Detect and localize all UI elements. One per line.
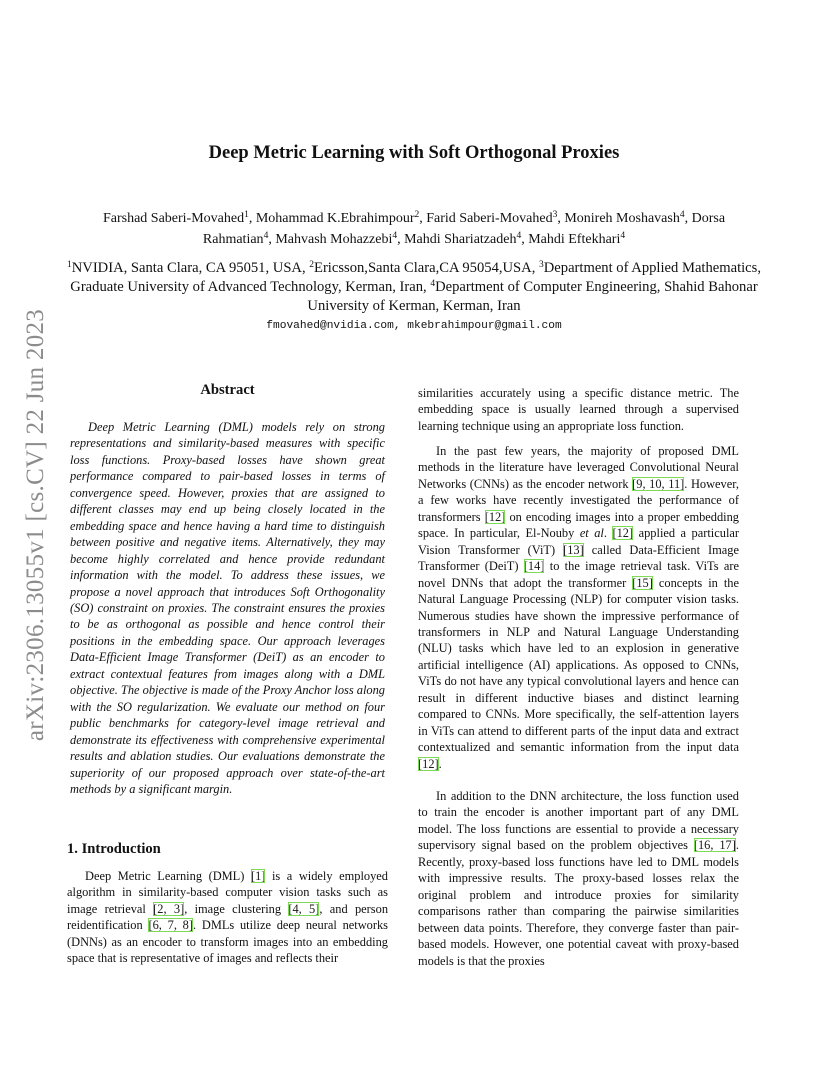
affiliations <box>66 259 762 316</box>
body-text: called Data-Efficient Image Transformer (DeiT) <box>418 542 740 574</box>
author-name: , Mohammad K.Ebrahimpour <box>248 211 415 226</box>
author-affil-mark: 3 <box>552 210 558 220</box>
author-list <box>96 208 732 250</box>
author-affil-mark: 4 <box>620 231 626 241</box>
author-affil-mark: 4 <box>263 231 269 241</box>
body-text: similarities accurately using a specific distance metric. The embedding space is usually learned through a supervised learning technique using an appropriate loss function. <box>418 386 739 433</box>
body-text: . DMLs utilize deep neural networks (DNNs) as an encoder to transform images into an embedding space that is representative of images and reflects their <box>67 918 388 966</box>
abstract-text: Deep Metric Learning (DML) models rely on strong representations and similarity-based measures with specific loss functions. Proxy-based losses have shown great performance compared to pair-based losses in terms of convergence speed. However, proxies that are assigned to different classes may end up being closely located in the embedding space and hence having a hard time to distinguish between positive and negative items. Alternatively, they may become highly correlated and hence provide redundant information with the model. To address these issues, we propose a novel approach that introduces Soft Orthogonality (SO) constraint on proxies. The constraint ensures the proxies to be as orthogonal as possible and hence control their positions in the embedding space. Our approach leverages Data-Efficient Image Transformer (DeiT) as an encoder to extract contextual features from images along with a DML objective. The objective is made of the Proxy Anchor loss along with the SO regularization. We evaluate our method on four public benchmarks for category-level image retrieval and demonstrate its effectiveness with comprehensive experimental results and ablation studies. Our evaluations demonstrate the superiority of our proposed approach over state-of-the-art methods by a significant margin. <box>70 420 385 796</box>
affil-text: Ericsson,Santa Clara,CA 95054,USA, <box>314 260 540 276</box>
author-affil-mark: 2 <box>414 210 420 220</box>
citation-link[interactable]: [9, 10, 11] <box>632 476 685 491</box>
author-name: Farshad Saberi-Movahed <box>102 211 245 226</box>
author-affil-mark: 1 <box>244 210 249 220</box>
affil-text: NVIDIA, Santa Clara, CA 95051, USA, <box>71 260 310 276</box>
affil-text: Department of Computer Engineering, Shahid Bahonar University of Kerman, Kerman, Iran <box>307 279 758 314</box>
author-emails: fmovahed@nvidia.com, mkebrahimpour@gmail.com <box>266 320 562 332</box>
body-text: In the past few years, the majority of proposed DML methods in the literature have leveraged Convolutional Neural Networks (CNNs) as the encoder network <box>418 444 739 491</box>
citation-link[interactable]: [1] <box>250 869 266 883</box>
body-text: . <box>603 526 613 541</box>
affil-mark: 4 <box>430 279 436 289</box>
author-affil-mark: 4 <box>516 231 522 241</box>
right-paragraph-2 <box>418 443 739 772</box>
intro-paragraph <box>67 868 388 967</box>
citation-link[interactable]: [2, 3] <box>153 901 185 916</box>
author-name: , Mahvash Mohazzebi <box>268 232 393 247</box>
body-text: on encoding images into a proper embedding space. In particular, El-Nouby <box>418 509 739 541</box>
body-text: concepts in the Natural Language Processing (NLP) for computer vision tasks. Numerous studies have shown the impressive performance of transformers in NLP and Natural Language Understanding (NLU) tasks which have led to an explosion in generative artificial intelligence (AI) applications. As opposed to CNNs, ViTs do not have any typical convolutional layers and hence can result in different inductive biases and distinct learning compared to CNNs. More specifically, the self-attention layers in ViTs can attend to different parts of the input data and extract contextualized and semantic information from the input data <box>418 575 739 755</box>
section-heading-introduction: 1. Introduction <box>67 841 161 857</box>
citation-link[interactable]: [14] <box>523 559 545 574</box>
citation-link[interactable]: [4, 5] <box>288 901 320 916</box>
body-text: In addition to the DNN architecture, the loss function used to train the encoder is another important part of any DML model. The loss functions are essential to provide a necessary supervisory signal based on the problem objectives <box>418 789 739 853</box>
author-affil-mark: 4 <box>392 231 398 241</box>
author-affil-mark: 4 <box>679 210 685 220</box>
citation-link[interactable]: [12] <box>484 509 506 524</box>
citation-link[interactable]: [12] <box>418 756 439 771</box>
body-text: . Recently, proxy-based loss functions have led to DML models with impressive results. The proxy-based losses relax the original problem and introduce proxies for similarity comparisons rather than comparing the pairwise similarities between data points. Therefore, they converge faster than pair-based models. However, one potential caveat with proxy-based models is that the proxies <box>418 838 739 968</box>
right-paragraph-3 <box>418 788 739 969</box>
citation-link[interactable]: [16, 17] <box>693 838 736 853</box>
author-name: , Monireh Moshavash <box>557 211 680 226</box>
arxiv-identifier: arXiv:2306.13055v1 [cs.CV] 22 Jun 2023 <box>22 308 49 742</box>
affil-mark: 2 <box>309 260 315 270</box>
body-text: , image clustering <box>184 901 289 916</box>
author-name: , Mahdi Shariatzadeh <box>397 232 517 247</box>
author-name: , Mahdi Eftekhari <box>521 232 621 247</box>
body-text: applied a particular Vision Transformer (ViT) <box>418 526 740 557</box>
affil-text: Department of Applied Mathematics, Graduate University of Advanced Technology, Kerman, Iran, <box>70 260 761 295</box>
affil-mark: 1 <box>66 260 72 270</box>
abstract-heading: Abstract <box>200 382 255 398</box>
body-text: is a widely employed algorithm in similarity-based computer vision tasks such as image retrieval <box>67 869 388 916</box>
affil-mark: 3 <box>539 260 544 270</box>
body-text: Deep Metric Learning (DML) <box>85 869 251 883</box>
citation-link[interactable]: [6, 7, 8] <box>148 918 194 933</box>
paper-title: Deep Metric Learning with Soft Orthogonal Proxies <box>208 143 620 163</box>
body-text: , and person reidentification <box>67 901 389 933</box>
citation-link[interactable]: [13] <box>563 542 584 557</box>
abstract-body <box>67 419 388 797</box>
et-al: et al <box>579 526 604 541</box>
body-text: . However, a few works have recently investigated the performance of transformers <box>418 476 739 524</box>
citation-link[interactable]: [15] <box>632 575 653 590</box>
author-name: , Dorsa Rahmatian <box>202 211 726 247</box>
body-text: . <box>438 756 442 771</box>
author-name: , Farid Saberi-Movahed <box>419 211 553 226</box>
citation-link[interactable]: [12] <box>612 526 634 541</box>
body-text: to the image retrieval task. ViTs are novel DNNs that adopt the transformer <box>418 559 739 590</box>
right-paragraph-1 <box>418 385 739 434</box>
arxiv-sidebar <box>16 290 56 760</box>
